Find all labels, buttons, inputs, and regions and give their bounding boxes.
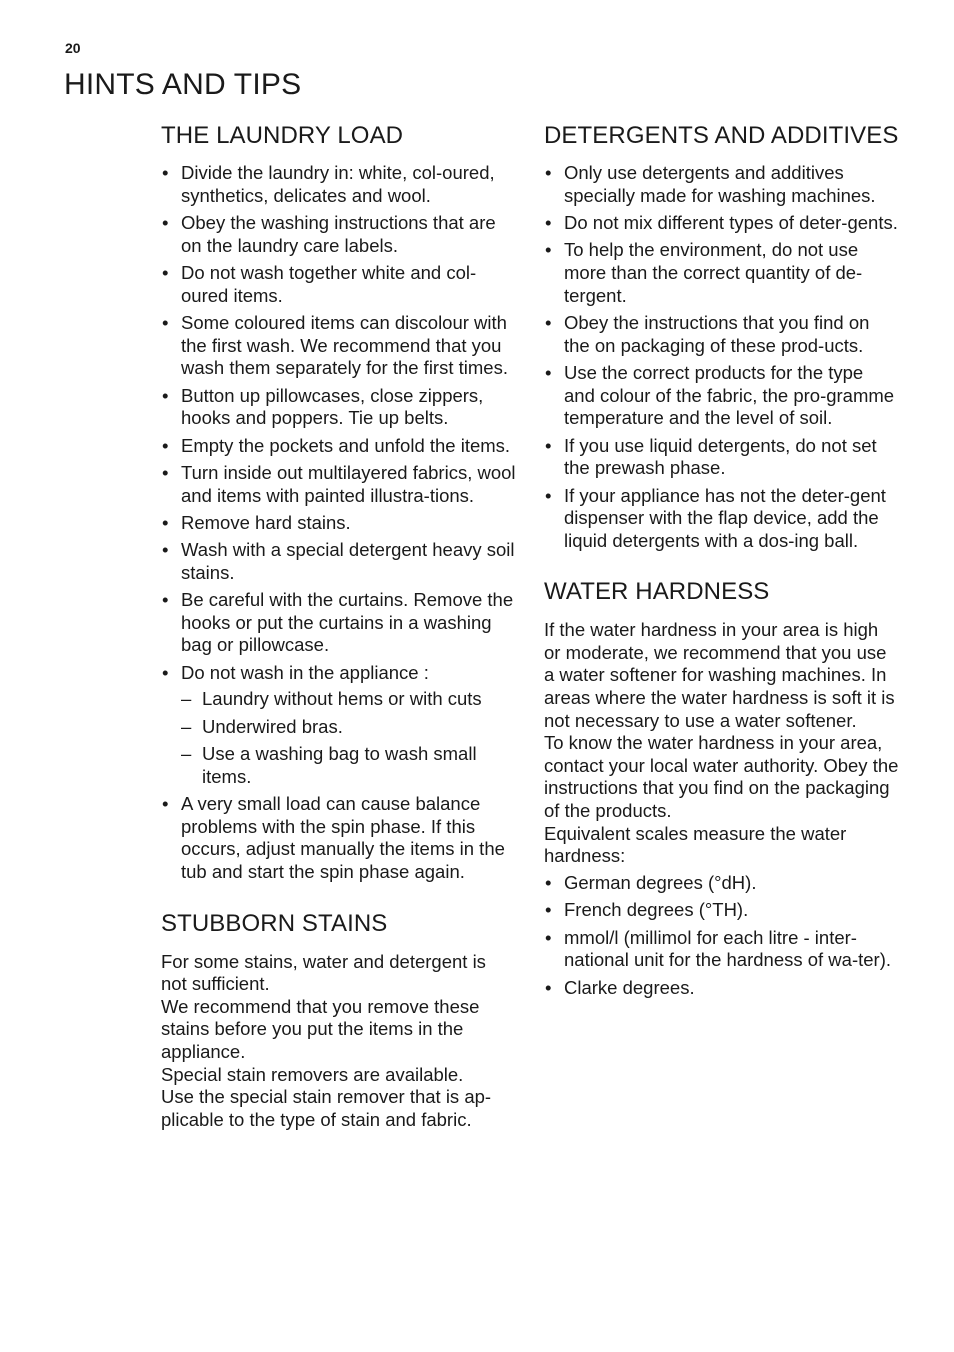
list-item: • mmol/l (millimol for each litre - inter-national unit for the hardness of wa-ter). (544, 927, 899, 972)
list-item: • Use the correct products for the type and colour of the fabric, the pro-gramme temperature and the level of soil. (544, 362, 899, 430)
list-item: • Obey the instructions that you find on the on packaging of these prod-ucts. (544, 312, 899, 357)
water-hardness-list (544, 872, 899, 999)
list-item: • Divide the laundry in: white, col-oured, synthetics, delicates and wool. (161, 162, 516, 207)
sub-list-item: – Underwired bras. (181, 716, 516, 739)
list-item (161, 662, 516, 789)
list-item: • Obey the washing instructions that are on the laundry care labels. (161, 212, 516, 257)
list-item: • Some coloured items can discolour with the first wash. We recommend that you wash them separately for the first times. (161, 312, 516, 380)
paragraph: For some stains, water and detergent is not sufficient. (161, 950, 486, 995)
list-item: • If your appliance has not the deter-gent dispenser with the flap device, add the liquid detergents with a dos-ing ball. (544, 485, 899, 553)
list-item: • Button up pillowcases, close zippers, hooks and poppers. Tie up belts. (161, 385, 516, 430)
list-item: • If you use liquid detergents, do not set the prewash phase. (544, 435, 899, 480)
list-item: • Remove hard stains. (161, 512, 516, 535)
list-item: • French degrees (°TH). (544, 899, 899, 922)
paragraph: Special stain removers are available. (161, 1063, 464, 1085)
stubborn-stains-heading: STUBBORN STAINS (161, 909, 388, 937)
sub-list-item: – Laundry without hems or with cuts (181, 688, 516, 711)
list-item: • Only use detergents and additives specially made for washing machines. (544, 162, 899, 207)
detergents-list (544, 162, 899, 552)
detergents-heading: DETERGENTS AND ADDITIVES (544, 122, 899, 149)
sub-list-item: – Use a washing bag to wash small items. (181, 743, 516, 788)
paragraph: To know the water hardness in your area, contact your local water authority. Obey the instructions that you find on the packaging of the products. (544, 732, 899, 822)
list-item: • Do not wash together white and col-oured items. (161, 262, 516, 307)
paragraph: We recommend that you remove these stains before you put the items in the appliance. (161, 995, 480, 1062)
list-item: • To help the environment, do not use more than the correct quantity of de-tergent. (544, 239, 899, 307)
page-number: 20 (65, 40, 81, 56)
list-item: • Wash with a special detergent heavy soil stains. (161, 539, 516, 584)
list-item: • Clarke degrees. (544, 977, 899, 1000)
paragraph: If the water hardness in your area is high or moderate, we recommend that you use a water softener for washing machines. In areas where the water hardness is soft it is not necessary to use a water softener. (544, 619, 895, 731)
list-item: • Empty the pockets and unfold the items. (161, 435, 516, 458)
stubborn-stains-text (161, 951, 516, 1132)
list-item-text: Do not wash in the appliance : (181, 661, 429, 683)
left-column (161, 118, 516, 1131)
list-item: • German degrees (°dH). (544, 872, 899, 895)
sub-list (181, 688, 516, 788)
list-item: • Turn inside out multilayered fabrics, wool and items with painted illustra-tions. (161, 462, 516, 507)
right-column (544, 118, 899, 1004)
paragraph: Use the special stain remover that is ap-plicable to the type of stain and fabric. (161, 1086, 492, 1130)
paragraph: Equivalent scales measure the water hardness: (544, 822, 847, 867)
list-item: • A very small load can cause balance problems with the spin phase. If this occurs, adjust manually the items in the tub and start the spin phase again. (161, 793, 516, 883)
water-hardness-heading: WATER HARDNESS (544, 578, 770, 606)
laundry-load-list (161, 162, 516, 884)
water-hardness-text (544, 619, 899, 868)
page-title: HINTS AND TIPS (64, 68, 302, 101)
laundry-load-heading: THE LAUNDRY LOAD (161, 122, 404, 149)
list-item: • Do not mix different types of deter-gents. (544, 212, 899, 235)
list-item: • Be careful with the curtains. Remove the hooks or put the curtains in a washing bag or pillowcase. (161, 589, 516, 657)
